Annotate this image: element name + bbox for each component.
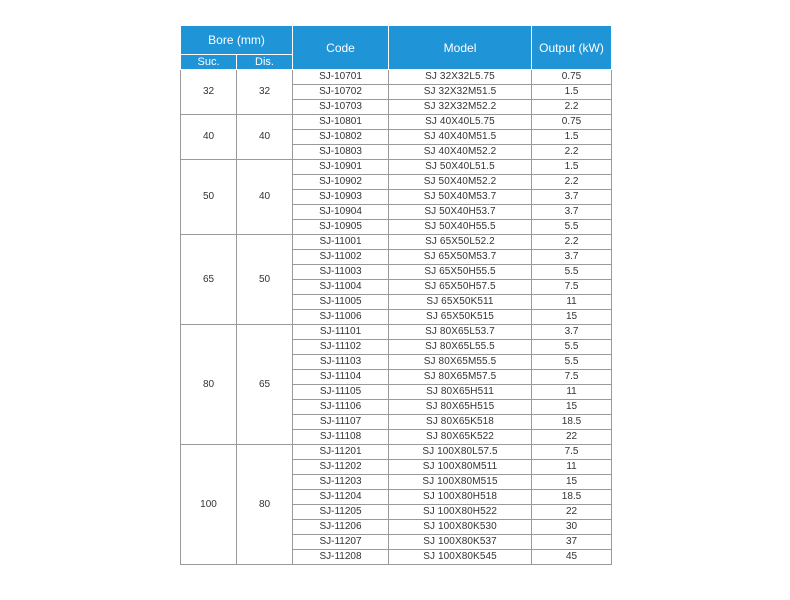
discharge-bore-cell: 50: [237, 235, 293, 325]
code-cell: SJ-10701: [293, 70, 389, 85]
suction-bore-cell: 50: [181, 160, 237, 235]
model-cell: SJ 80X65H515: [389, 400, 532, 415]
code-cell: SJ-11106: [293, 400, 389, 415]
output-cell: 18.5: [532, 415, 612, 430]
model-cell: SJ 100X80H522: [389, 505, 532, 520]
model-cell: SJ 50X40L51.5: [389, 160, 532, 175]
code-cell: SJ-11002: [293, 250, 389, 265]
table-row: [181, 325, 612, 340]
code-cell: SJ-11005: [293, 295, 389, 310]
model-cell: SJ 65X50K515: [389, 310, 532, 325]
output-cell: 37: [532, 535, 612, 550]
model-cell: SJ 65X50M53.7: [389, 250, 532, 265]
output-header: Output (kW): [532, 26, 612, 70]
table-body: [181, 70, 612, 565]
suction-bore-cell: 65: [181, 235, 237, 325]
model-cell: SJ 32X32M51.5: [389, 85, 532, 100]
code-cell: SJ-10901: [293, 160, 389, 175]
code-cell: SJ-11207: [293, 535, 389, 550]
output-cell: 7.5: [532, 280, 612, 295]
discharge-bore-cell: 32: [237, 70, 293, 115]
table-row: [181, 445, 612, 460]
discharge-bore-cell: 65: [237, 325, 293, 445]
model-cell: SJ 65X50L52.2: [389, 235, 532, 250]
output-cell: 11: [532, 295, 612, 310]
model-cell: SJ 50X40M52.2: [389, 175, 532, 190]
table-row: [181, 70, 612, 85]
output-cell: 0.75: [532, 70, 612, 85]
output-cell: 3.7: [532, 250, 612, 265]
suction-bore-cell: 100: [181, 445, 237, 565]
output-cell: 15: [532, 310, 612, 325]
model-cell: SJ 80X65H511: [389, 385, 532, 400]
output-cell: 7.5: [532, 445, 612, 460]
model-cell: SJ 100X80H518: [389, 490, 532, 505]
model-cell: SJ 80X65M57.5: [389, 370, 532, 385]
suction-bore-cell: 80: [181, 325, 237, 445]
code-cell: SJ-11205: [293, 505, 389, 520]
output-cell: 5.5: [532, 355, 612, 370]
output-cell: 45: [532, 550, 612, 565]
output-cell: 18.5: [532, 490, 612, 505]
code-cell: SJ-11105: [293, 385, 389, 400]
output-cell: 5.5: [532, 265, 612, 280]
code-cell: SJ-11001: [293, 235, 389, 250]
output-cell: 1.5: [532, 85, 612, 100]
code-cell: SJ-10702: [293, 85, 389, 100]
model-cell: SJ 80X65L55.5: [389, 340, 532, 355]
model-cell: SJ 100X80K545: [389, 550, 532, 565]
code-cell: SJ-11101: [293, 325, 389, 340]
table-row: [181, 235, 612, 250]
model-cell: SJ 32X32M52.2: [389, 100, 532, 115]
code-cell: SJ-11204: [293, 490, 389, 505]
discharge-bore-cell: 40: [237, 160, 293, 235]
output-cell: 2.2: [532, 175, 612, 190]
model-cell: SJ 50X40H53.7: [389, 205, 532, 220]
bore-header: Bore (mm): [181, 26, 293, 55]
code-cell: SJ-11208: [293, 550, 389, 565]
output-cell: 1.5: [532, 160, 612, 175]
discharge-bore-cell: 40: [237, 115, 293, 160]
code-cell: SJ-10801: [293, 115, 389, 130]
table-row: [181, 160, 612, 175]
output-cell: 3.7: [532, 205, 612, 220]
output-cell: 2.2: [532, 100, 612, 115]
code-cell: SJ-11003: [293, 265, 389, 280]
code-cell: SJ-10902: [293, 175, 389, 190]
output-cell: 5.5: [532, 220, 612, 235]
output-cell: 2.2: [532, 235, 612, 250]
output-cell: 2.2: [532, 145, 612, 160]
output-cell: 22: [532, 505, 612, 520]
output-cell: 7.5: [532, 370, 612, 385]
model-header: Model: [389, 26, 532, 70]
code-cell: SJ-10802: [293, 130, 389, 145]
code-cell: SJ-11102: [293, 340, 389, 355]
code-cell: SJ-11203: [293, 475, 389, 490]
model-cell: SJ 40X40M51.5: [389, 130, 532, 145]
model-cell: SJ 65X50H55.5: [389, 265, 532, 280]
suction-header: Suc.: [181, 55, 237, 70]
output-cell: 5.5: [532, 340, 612, 355]
suction-bore-cell: 32: [181, 70, 237, 115]
model-cell: SJ 100X80M515: [389, 475, 532, 490]
output-cell: 3.7: [532, 190, 612, 205]
discharge-header: Dis.: [237, 55, 293, 70]
model-cell: SJ 65X50H57.5: [389, 280, 532, 295]
model-cell: SJ 32X32L5.75: [389, 70, 532, 85]
model-cell: SJ 100X80M511: [389, 460, 532, 475]
code-cell: SJ-11202: [293, 460, 389, 475]
code-cell: SJ-11104: [293, 370, 389, 385]
code-cell: SJ-11107: [293, 415, 389, 430]
code-cell: SJ-11206: [293, 520, 389, 535]
suction-bore-cell: 40: [181, 115, 237, 160]
model-cell: SJ 40X40L5.75: [389, 115, 532, 130]
code-cell: SJ-10803: [293, 145, 389, 160]
model-cell: SJ 100X80L57.5: [389, 445, 532, 460]
code-cell: SJ-10905: [293, 220, 389, 235]
model-cell: SJ 80X65L53.7: [389, 325, 532, 340]
output-cell: 15: [532, 400, 612, 415]
model-cell: SJ 80X65K522: [389, 430, 532, 445]
model-cell: SJ 80X65K518: [389, 415, 532, 430]
model-cell: SJ 50X40M53.7: [389, 190, 532, 205]
table-row: [181, 115, 612, 130]
output-cell: 0.75: [532, 115, 612, 130]
code-cell: SJ-11006: [293, 310, 389, 325]
output-cell: 1.5: [532, 130, 612, 145]
model-cell: SJ 50X40H55.5: [389, 220, 532, 235]
code-cell: SJ-11108: [293, 430, 389, 445]
code-cell: SJ-11103: [293, 355, 389, 370]
code-header: Code: [293, 26, 389, 70]
model-cell: SJ 100X80K530: [389, 520, 532, 535]
output-cell: 15: [532, 475, 612, 490]
output-cell: 22: [532, 430, 612, 445]
code-cell: SJ-10703: [293, 100, 389, 115]
pump-spec-table: [180, 25, 612, 565]
model-cell: SJ 40X40M52.2: [389, 145, 532, 160]
code-cell: SJ-10904: [293, 205, 389, 220]
code-cell: SJ-11004: [293, 280, 389, 295]
output-cell: 3.7: [532, 325, 612, 340]
output-cell: 11: [532, 460, 612, 475]
code-cell: SJ-10903: [293, 190, 389, 205]
output-cell: 30: [532, 520, 612, 535]
code-cell: SJ-11201: [293, 445, 389, 460]
model-cell: SJ 100X80K537: [389, 535, 532, 550]
output-cell: 11: [532, 385, 612, 400]
model-cell: SJ 80X65M55.5: [389, 355, 532, 370]
model-cell: SJ 65X50K511: [389, 295, 532, 310]
discharge-bore-cell: 80: [237, 445, 293, 565]
